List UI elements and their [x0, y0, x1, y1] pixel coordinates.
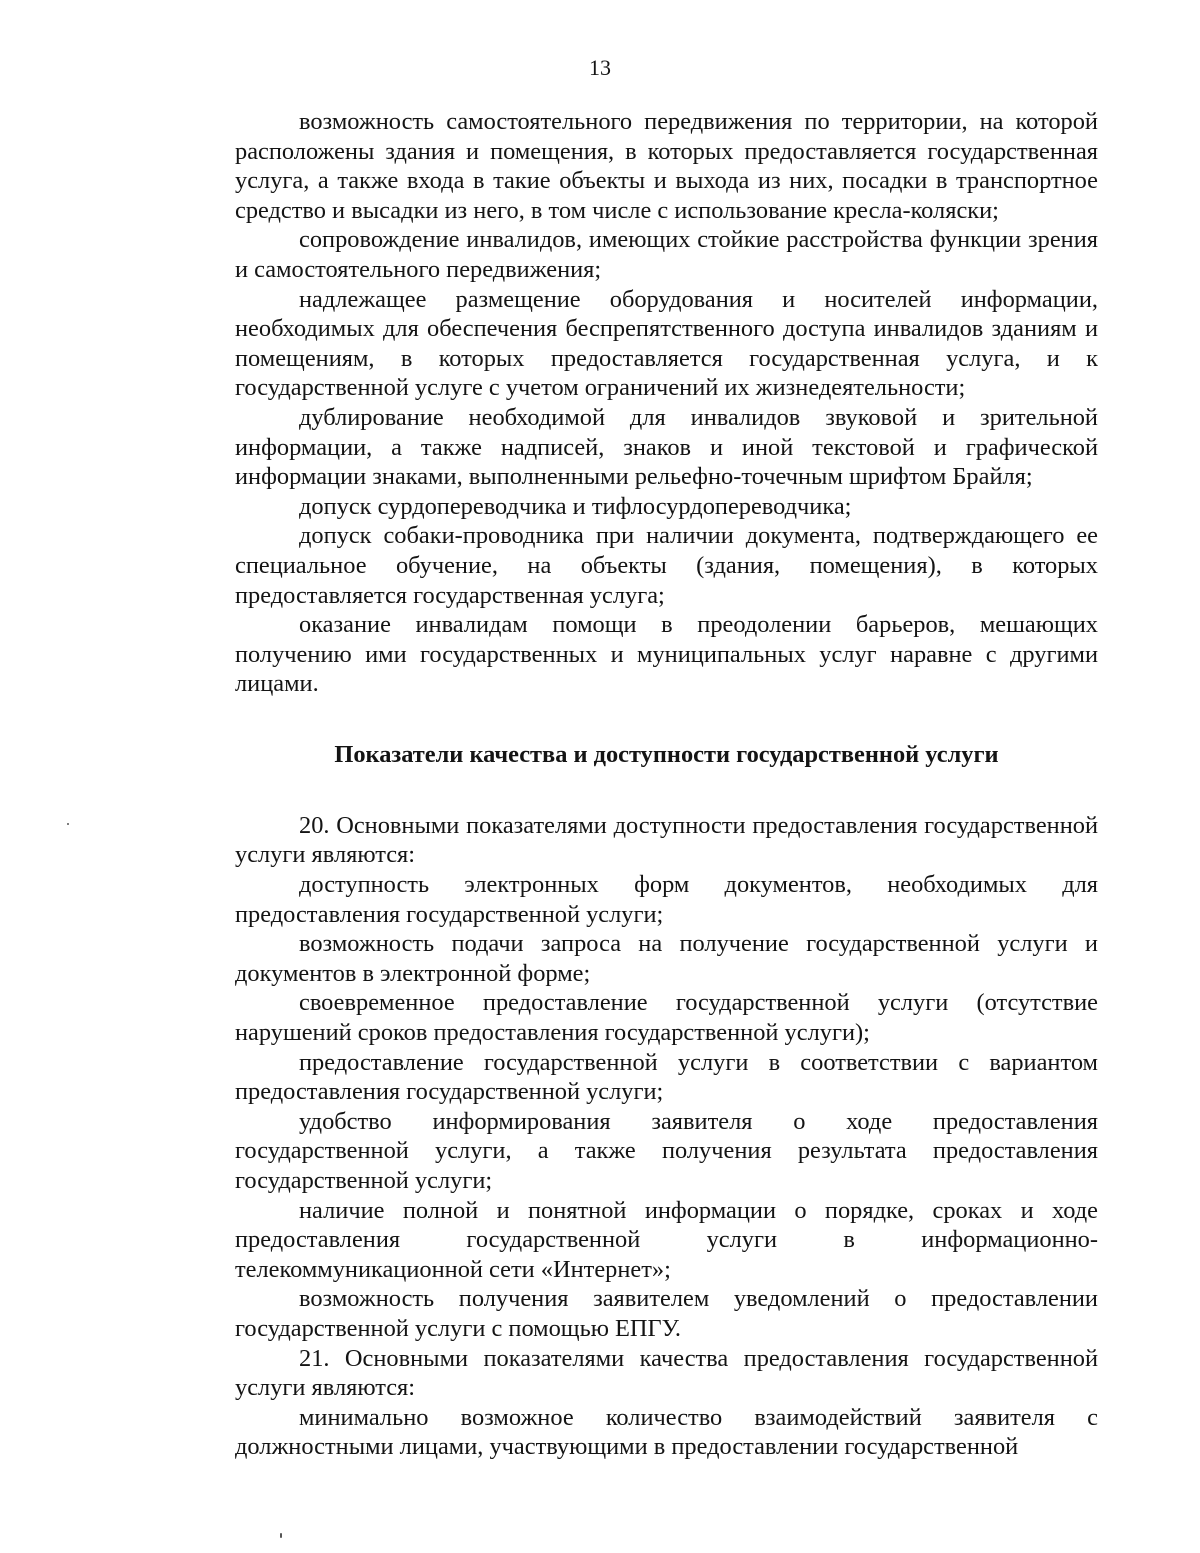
section-heading: Показатели качества и доступности государственной услуги	[334, 740, 999, 768]
paragraph: предоставление государственной услуги в соответствии с вариантом предоставления государственной услуги;	[235, 1048, 1098, 1106]
paragraph: оказание инвалидам помощи в преодолении барьеров, мешающих получению ими государственных и муниципальных услуг наравне с другими лицами.	[235, 611, 1098, 698]
paragraph: наличие полной и понятной информации о порядке, сроках и ходе предоставления государственной услуги в информационно-телекоммуникационной сети «Интернет»;	[235, 1196, 1098, 1283]
paragraph: своевременное предоставление государственной услуги (отсутствие нарушений сроков предоставления государственной услуги);	[235, 989, 1098, 1047]
paragraph: дублирование необходимой для инвалидов звуковой и зрительной информации, а также надписей, знаков и иной текстовой и графической информации знаками, выполненными рельефно-точечным шрифтом Брайля;	[235, 403, 1098, 491]
paragraph: возможность подачи запроса на получение государственной услуги и документов в электронной форме;	[235, 930, 1098, 987]
paragraph: возможность получения заявителем уведомлений о предоставлении государственной услуги с помощью ЕПГУ.	[235, 1285, 1098, 1342]
paragraph: допуск сурдопереводчика и тифлосурдопереводчика;	[299, 492, 852, 520]
paragraph: удобство информирования заявителя о ходе предоставления государственной услуги, а также получения результата предоставления государственной услуги;	[235, 1107, 1098, 1194]
paragraph: возможность самостоятельного передвижения по территории, на которой расположены здания и помещения, в которых предоставляется государственная услуга, а также входа в такие объекты и выхода из них, посадки в транспортное средство и высадки из него, в том числе с использование кресла-коляски;	[235, 108, 1098, 224]
paragraph: доступность электронных форм документов, необходимых для предоставления государственной услуги;	[235, 871, 1098, 928]
paragraph-item-21: 21. Основными показателями качества предоставления государственной услуги являются:	[235, 1344, 1098, 1402]
paragraph: минимально возможное количество взаимодействий заявителя с должностными лицами, участвующими в предоставлении государственной	[235, 1403, 1098, 1461]
document-body	[235, 107, 1098, 1462]
paragraph-item-20: 20. Основными показателями доступности предоставления государственной услуги являются:	[235, 811, 1098, 869]
page-number: 13	[589, 55, 611, 80]
scan-speck	[67, 823, 69, 825]
paragraph: сопровождение инвалидов, имеющих стойкие расстройства функции зрения и самостоятельного передвижения;	[235, 226, 1098, 283]
paragraph: надлежащее размещение оборудования и носителей информации, необходимых для обеспечения беспрепятственного доступа инвалидов зданиям и помещениям, в которых предоставляется государственная услуга, и к государственной услуге с учетом ограничений их жизнедеятельности;	[235, 285, 1098, 402]
scan-speck	[280, 1533, 282, 1538]
paragraph: допуск собаки-проводника при наличии документа, подтверждающего ее специальное обучение, на объекты (здания, помещения), в которых предоставляется государственная услуга;	[235, 522, 1098, 609]
